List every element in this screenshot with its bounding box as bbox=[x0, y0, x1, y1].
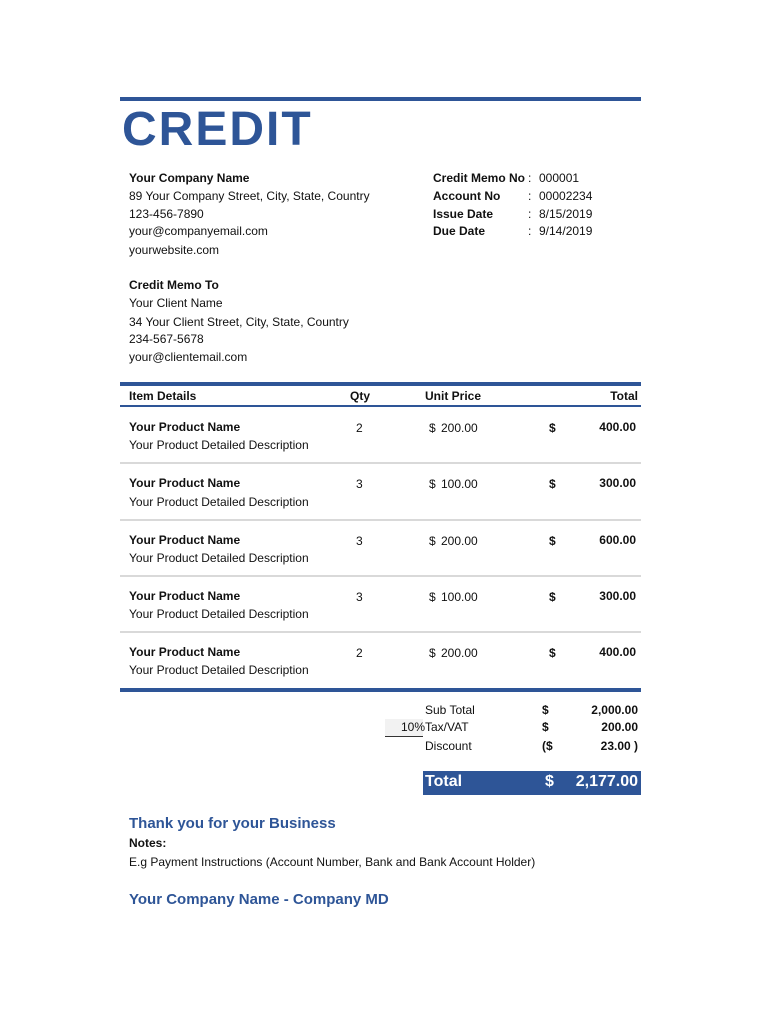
tax-value: 200.00 bbox=[601, 720, 638, 734]
meta-value-memo-no: 000001 bbox=[539, 171, 580, 185]
table-top-rule bbox=[120, 382, 641, 386]
header-qty: Qty bbox=[350, 389, 371, 403]
row-total: 300.00 bbox=[599, 476, 636, 490]
signature-line: Your Company Name - Company MD bbox=[129, 891, 389, 908]
row-unit-currency: $ bbox=[429, 646, 436, 660]
grand-total-label: Total bbox=[425, 773, 463, 790]
row-qty: 2 bbox=[356, 421, 363, 435]
company-email: your@companyemail.com bbox=[129, 224, 268, 238]
row-separator bbox=[120, 519, 641, 521]
meta-label-issue-date: Issue Date bbox=[433, 207, 494, 221]
row-product-description: Your Product Detailed Description bbox=[129, 495, 309, 509]
grand-total-currency: $ bbox=[545, 773, 554, 790]
row-separator bbox=[120, 631, 641, 633]
header-unit-price: Unit Price bbox=[425, 389, 482, 403]
row-product-name: Your Product Name bbox=[129, 476, 241, 490]
meta-colon: : bbox=[528, 189, 532, 203]
row-unit-price: 200.00 bbox=[441, 646, 478, 660]
row-product-name: Your Product Name bbox=[129, 533, 241, 547]
row-total: 300.00 bbox=[599, 589, 636, 603]
row-product-description: Your Product Detailed Description bbox=[129, 438, 309, 452]
row-unit-currency: $ bbox=[429, 421, 436, 435]
row-product-description: Your Product Detailed Description bbox=[129, 663, 309, 677]
company-name: Your Company Name bbox=[129, 171, 250, 185]
meta-colon: : bbox=[528, 171, 532, 185]
discount-label: Discount bbox=[425, 739, 472, 753]
row-qty: 3 bbox=[356, 590, 363, 604]
row-product-name: Your Product Name bbox=[129, 420, 241, 434]
row-total: 400.00 bbox=[599, 645, 636, 659]
meta-colon: : bbox=[528, 224, 532, 238]
row-unit-currency: $ bbox=[429, 477, 436, 491]
discount-currency: ($ bbox=[542, 739, 553, 753]
client-street: 34 Your Client Street, City, State, Country bbox=[129, 315, 349, 329]
row-qty: 3 bbox=[356, 477, 363, 491]
meta-value-issue-date: 8/15/2019 bbox=[539, 207, 593, 221]
tax-currency: $ bbox=[542, 720, 549, 734]
row-unit-price: 100.00 bbox=[441, 590, 478, 604]
table-header-rule bbox=[120, 405, 641, 407]
client-name: Your Client Name bbox=[129, 296, 223, 310]
meta-label-account-no: Account No bbox=[433, 189, 501, 203]
row-total: 400.00 bbox=[599, 420, 636, 434]
meta-value-due-date: 9/14/2019 bbox=[539, 224, 593, 238]
row-total-currency: $ bbox=[549, 477, 556, 491]
company-website: yourwebsite.com bbox=[129, 243, 220, 257]
client-email: your@clientemail.com bbox=[129, 350, 248, 364]
row-total-currency: $ bbox=[549, 590, 556, 604]
row-unit-price: 100.00 bbox=[441, 477, 478, 491]
row-product-name: Your Product Name bbox=[129, 645, 241, 659]
meta-value-account-no: 00002234 bbox=[539, 189, 593, 203]
document-title: CREDIT bbox=[122, 103, 313, 156]
client-heading: Credit Memo To bbox=[129, 278, 219, 292]
row-product-description: Your Product Detailed Description bbox=[129, 607, 309, 621]
row-separator bbox=[120, 575, 641, 577]
row-total-currency: $ bbox=[549, 646, 556, 660]
meta-label-memo-no: Credit Memo No bbox=[433, 171, 526, 185]
row-unit-price: 200.00 bbox=[441, 421, 478, 435]
discount-value: 23.00 ) bbox=[600, 739, 638, 753]
header-total: Total bbox=[610, 389, 638, 403]
row-qty: 2 bbox=[356, 646, 363, 660]
header-item-details: Item Details bbox=[129, 389, 197, 403]
table-bottom-rule bbox=[120, 688, 641, 692]
row-total-currency: $ bbox=[549, 421, 556, 435]
thank-you-message: Thank you for your Business bbox=[129, 815, 336, 832]
company-phone: 123-456-7890 bbox=[129, 207, 204, 221]
grand-total-value: 2,177.00 bbox=[575, 773, 638, 790]
row-unit-price: 200.00 bbox=[441, 534, 478, 548]
row-product-name: Your Product Name bbox=[129, 589, 241, 603]
company-street: 89 Your Company Street, City, State, Country bbox=[129, 189, 370, 203]
row-total-currency: $ bbox=[549, 534, 556, 548]
row-total: 600.00 bbox=[599, 533, 636, 547]
row-unit-currency: $ bbox=[429, 534, 436, 548]
notes-text: E.g Payment Instructions (Account Number, Bank and Bank Account Holder) bbox=[129, 855, 536, 869]
notes-label: Notes: bbox=[129, 836, 167, 850]
subtotal-currency: $ bbox=[542, 703, 549, 717]
row-unit-currency: $ bbox=[429, 590, 436, 604]
row-product-description: Your Product Detailed Description bbox=[129, 551, 309, 565]
meta-colon: : bbox=[528, 207, 532, 221]
meta-label-due-date: Due Date bbox=[433, 224, 486, 238]
top-accent-rule bbox=[120, 97, 641, 101]
subtotal-label: Sub Total bbox=[425, 703, 475, 717]
tax-label: Tax/VAT bbox=[425, 720, 469, 734]
row-separator bbox=[120, 462, 641, 464]
tax-rate: 10% bbox=[401, 720, 426, 734]
row-qty: 3 bbox=[356, 534, 363, 548]
client-phone: 234-567-5678 bbox=[129, 332, 204, 346]
subtotal-value: 2,000.00 bbox=[591, 703, 638, 717]
